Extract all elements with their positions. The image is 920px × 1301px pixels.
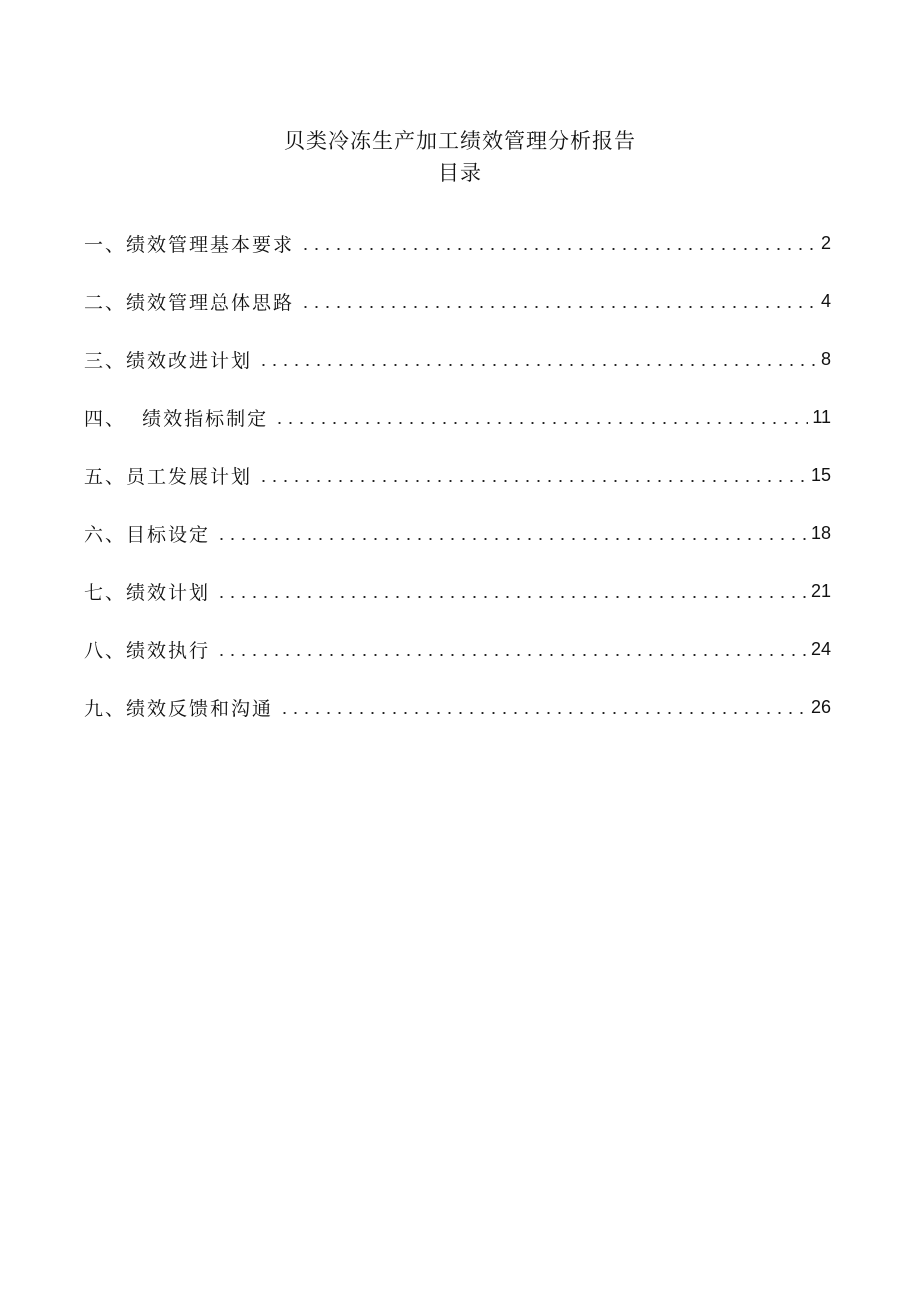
toc-entry-label: 三、绩效改进计划 — [84, 349, 253, 372]
dot-leader — [258, 464, 807, 486]
dot-leader — [300, 232, 817, 254]
dot-leader — [279, 696, 807, 718]
toc-entry-page: 15 — [810, 464, 831, 485]
toc-entry-label: 一、绩效管理基本要求 — [84, 233, 295, 256]
document-title: 贝类冷冻生产加工绩效管理分析报告 — [284, 129, 636, 153]
toc-entry-label: 八、绩效执行 — [84, 639, 211, 662]
toc-entry-page: 24 — [810, 638, 831, 659]
toc-entry[interactable] — [84, 678, 831, 736]
toc-entry-page: 11 — [812, 406, 831, 427]
toc-entry[interactable] — [84, 504, 831, 562]
toc-entry-label: 六、目标设定 — [84, 523, 211, 546]
toc-entry-page: 4 — [820, 290, 831, 311]
toc-entry-label: 二、绩效管理总体思路 — [84, 291, 295, 314]
toc-entry[interactable] — [84, 330, 831, 388]
toc-entry[interactable] — [84, 620, 831, 678]
toc-entry[interactable] — [84, 562, 831, 620]
dot-leader — [216, 580, 807, 602]
toc-entry-label: 七、绩效计划 — [84, 581, 211, 604]
dot-leader — [300, 290, 817, 312]
toc-entry-page: 21 — [810, 580, 831, 601]
toc-entry[interactable] — [84, 446, 831, 504]
dot-leader — [274, 406, 808, 428]
dot-leader — [216, 522, 807, 544]
toc-entry[interactable] — [84, 214, 831, 272]
toc-entry[interactable] — [84, 388, 831, 446]
toc-entry-page: 26 — [810, 696, 831, 717]
toc-entry-page: 18 — [810, 522, 831, 543]
table-of-contents — [84, 214, 831, 736]
toc-entry-label: 五、员工发展计划 — [84, 465, 253, 488]
toc-entry-label: 四、 绩效指标制定 — [84, 407, 269, 430]
toc-entry-page: 2 — [820, 232, 831, 253]
toc-entry-page: 8 — [820, 348, 831, 369]
dot-leader — [216, 638, 807, 660]
dot-leader — [258, 348, 817, 370]
toc-heading: 目录 — [438, 161, 482, 185]
toc-entry[interactable] — [84, 272, 831, 330]
toc-entry-label: 九、绩效反馈和沟通 — [84, 697, 274, 720]
